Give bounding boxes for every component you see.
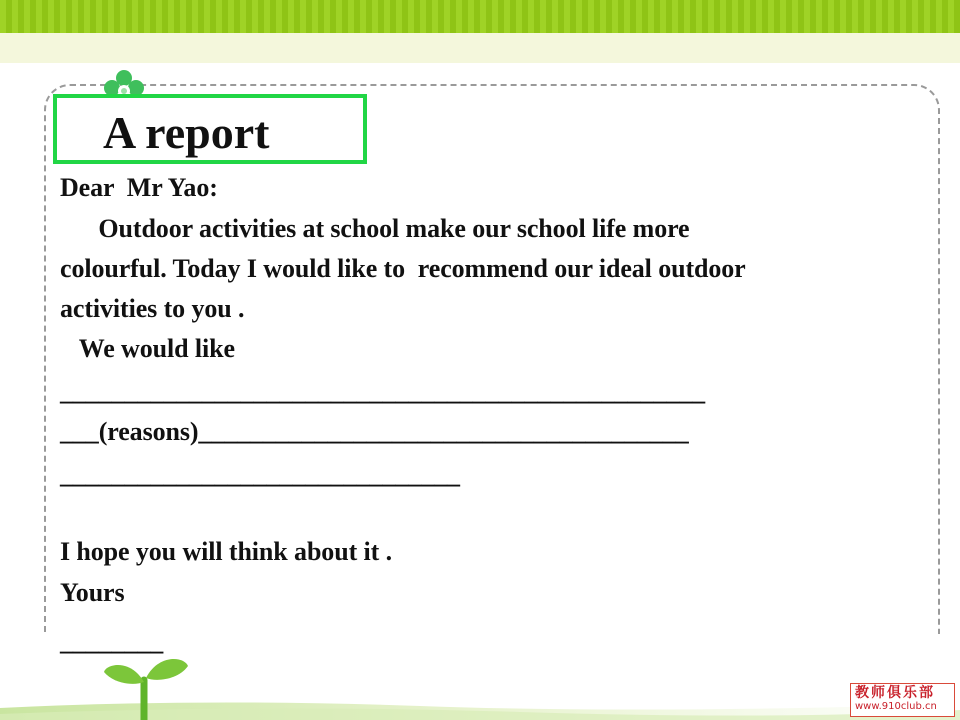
greeting: Dear Mr Yao:	[60, 173, 218, 202]
watermark-logo	[850, 683, 955, 717]
paragraph-line: Outdoor activities at school make our school life more	[60, 214, 690, 243]
answer-blank-reasons: ___(reasons)______________________________________	[60, 417, 689, 446]
pale-band	[0, 33, 960, 63]
top-green-bar	[0, 0, 960, 33]
paragraph-line: We would like	[60, 334, 235, 363]
paragraph-line: colourful. Today I would like to recommend our ideal outdoor	[60, 254, 746, 283]
paragraph-line: activities to you .	[60, 294, 245, 323]
signoff: Yours	[60, 578, 125, 607]
answer-blank: __________________________________________________	[60, 377, 706, 406]
watermark-name: 教师俱乐部	[855, 685, 935, 701]
sprout-icon	[100, 650, 190, 720]
signature-blank: ________	[60, 627, 164, 656]
answer-blank: _______________________________	[60, 460, 460, 489]
watermark-url: www.910club.cn	[855, 701, 937, 712]
closing-line: I hope you will think about it .	[60, 537, 393, 566]
page-title: A report	[103, 107, 270, 158]
